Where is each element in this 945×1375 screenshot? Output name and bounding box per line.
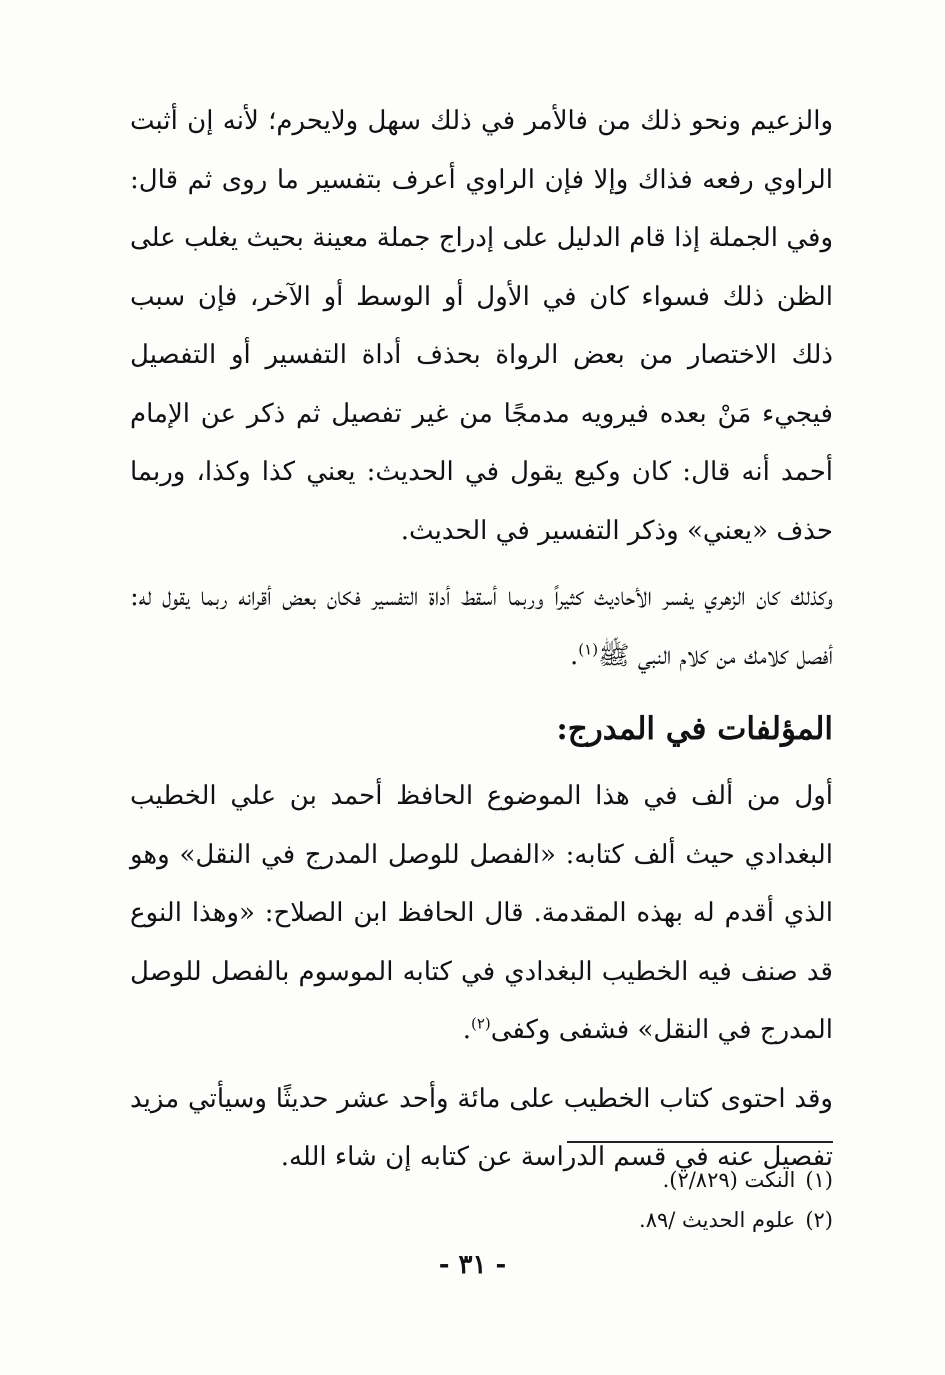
footnote-2 [130,1200,833,1240]
footnotes [130,1160,833,1240]
paragraph-1 [130,92,833,560]
footnote-2-number: (٢) [805,1208,833,1232]
footnote-divider [567,1141,833,1143]
paragraph-2-tail: . [570,640,579,671]
footnote-ref-2[interactable]: (٢) [470,1014,491,1033]
paragraph-2 [130,568,833,685]
main-text [130,92,833,1187]
paragraph-3-text: أول من ألف في هذا الموضوع الحافظ أحمد بن علي الخطيب البغدادي حيث ألف كتابه: «الفصل للوصل المدرج في النقل» وهو الذي أقدم له بهذه المقدمة. قال الحافظ ابن الصلاح: «وهذا النوع قد صنف فيه الخطيب البغدادي في كتابه الموسوم بالفصل للوصل المدرج في النقل» فشفى وكفى [130,781,833,1045]
section-title: المؤلفات في المدرج: [556,711,833,747]
paragraph-1-text: والزعيم ونحو ذلك من فالأمر في ذلك سهل ولايحرم؛ لأنه إن أثبت الراوي رفعه فذاك وإلا فإن الراوي أعرف بتفسير ما روى ثم قال: وفي الجملة إذا قام الدليل على إدراج جملة معينة بحيث يغلب على الظن ذلك فسواء كان في الأول أو الوسط أو الآخر، فإن سبب ذلك الاختصار من بعض الرواة بحذف أداة التفسير أو التفصيل فيجيء مَنْ بعده فيرويه مدمجًا من غير تفصيل ثم ذكر عن الإمام أحمد أنه قال: كان وكيع يقول في الحديث: يعني كذا وكذا، وربما حذف «يعني» وذكر التفسير في الحديث. [130,106,833,546]
footnote-1 [130,1160,833,1200]
paragraph-3-tail: . [462,1015,471,1045]
page-number: - ٣١ - [438,1250,507,1280]
footnote-1-number: (١) [805,1168,833,1192]
paragraph-3 [130,767,833,1060]
footnote-1-text: النكت (٢/٨٢٩). [662,1168,796,1192]
footnote-2-text: علوم الحديث /٨٩. [639,1208,796,1232]
footnote-ref-1[interactable]: (١) [578,639,599,658]
paragraph-2-text: وكذلك كان الزهري يفسر الأحاديث كثيراً وربما أسقط أداة التفسير فكان بعض أقرانه ربما يقول له: أفصل كلامك من كلام النبي ﷺ [130,582,833,671]
paragraph-4-text: وقد احتوى كتاب الخطيب على مائة وأحد عشر حديثًا وسيأتي مزيد تفصيل عنه في قسم الدراسة عن كتابه إن شاء الله. [130,1083,833,1172]
